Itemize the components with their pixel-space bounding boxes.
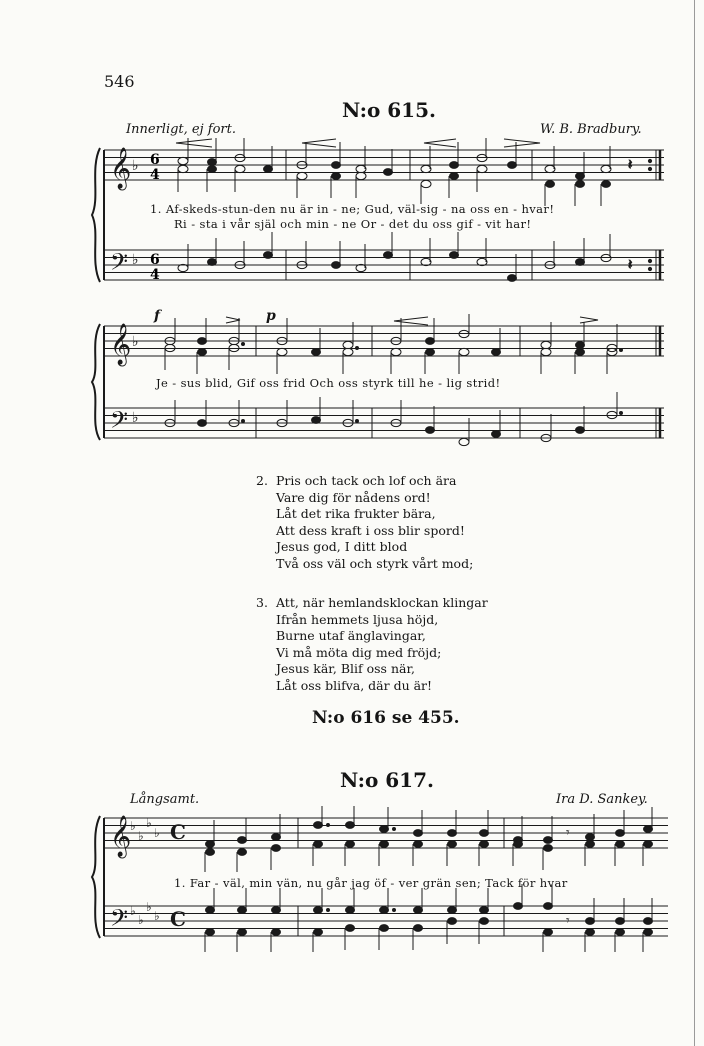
svg-text:♭: ♭ bbox=[138, 829, 144, 843]
svg-text:C: C bbox=[170, 820, 186, 844]
verse-2-line: Vare dig för nådens ord! bbox=[276, 489, 431, 505]
svg-text:♭: ♭ bbox=[154, 909, 160, 923]
svg-text:𝄢: 𝄢 bbox=[110, 406, 129, 439]
verse-2-number: 2. bbox=[256, 473, 268, 488]
svg-text:𝄾: 𝄾 bbox=[566, 825, 570, 841]
hymn-615-lyric-line-3: Je - sus blid, Gif oss frid Och oss styrk till he - lig strid! bbox=[156, 376, 501, 390]
dynamic-forte: f bbox=[154, 308, 161, 324]
time-signature-bottom: 4 bbox=[150, 167, 160, 183]
svg-text:♭: ♭ bbox=[154, 826, 160, 840]
verse-2-line: Jesus god, I ditt blod bbox=[276, 539, 408, 555]
svg-text:♭: ♭ bbox=[132, 334, 139, 350]
verse-3-line: Låt oss blifva, där du är! bbox=[276, 677, 433, 693]
svg-text:♭: ♭ bbox=[130, 904, 136, 918]
svg-text:𝄾: 𝄾 bbox=[566, 913, 570, 929]
verse-2-line: Pris och tack och lof och ära bbox=[276, 473, 457, 488]
svg-text:♭: ♭ bbox=[146, 816, 152, 830]
verse-3-line: Vi må möta dig med fröjd; bbox=[276, 644, 442, 660]
svg-text:♭: ♭ bbox=[132, 252, 139, 268]
dynamic-piano: p bbox=[266, 308, 276, 324]
svg-text:𝄢: 𝄢 bbox=[110, 904, 129, 937]
verse-2-line: Två oss väl och styrk vårt mod; bbox=[276, 555, 474, 571]
svg-text:C: C bbox=[170, 907, 186, 931]
svg-text:♭: ♭ bbox=[130, 819, 136, 833]
hymn-617-lyric-line: 1. Far - väl, min vän, nu går jag öf - ver grän sen; Tack för hvar bbox=[174, 876, 568, 890]
verse-3-number: 3. bbox=[256, 595, 268, 610]
verse-3 bbox=[256, 595, 488, 695]
svg-text:♭: ♭ bbox=[132, 158, 139, 174]
hymn-616-reference: N:o 616 se 455. bbox=[312, 708, 460, 728]
hymn-617-composer: Ira D. Sankey. bbox=[556, 792, 648, 807]
time-signature-bottom-bass: 4 bbox=[150, 267, 160, 283]
time-signature-top: 6 bbox=[150, 152, 160, 168]
page-number: 546 bbox=[104, 72, 135, 91]
verse-3-line: Ifrån hemmets ljusa höjd, bbox=[276, 611, 439, 627]
verse-3-line: Jesus kär, Blif oss när, bbox=[276, 661, 416, 677]
hymn-617-tempo: Långsamt. bbox=[130, 792, 200, 807]
verse-2-line: Låt det rika frukter bära, bbox=[276, 506, 436, 522]
svg-text:𝄢: 𝄢 bbox=[110, 248, 129, 281]
svg-text:𝄞: 𝄞 bbox=[110, 816, 132, 857]
hymn-615-lyric-line-2: Ri - sta i vår själ och min - ne Or - det du oss gif - vit har! bbox=[174, 217, 532, 231]
hymn-615-tempo: Innerligt, ej fort. bbox=[126, 122, 236, 137]
verse-2 bbox=[256, 473, 474, 573]
hymn-617-number: N:o 617. bbox=[340, 768, 434, 792]
hymn-615-lyric-line-1: 1. Af-skeds-stun-den nu är in - ne; Gud, väl-sig - na oss en - hvar! bbox=[150, 202, 555, 216]
svg-text:♭: ♭ bbox=[146, 900, 152, 914]
svg-text:♭: ♭ bbox=[132, 410, 139, 426]
verse-2-line: Att dess kraft i oss blir spord! bbox=[276, 522, 465, 538]
time-signature-top-bass: 6 bbox=[150, 252, 160, 268]
svg-text:𝄞: 𝄞 bbox=[110, 148, 132, 189]
verse-3-line: Att, när hemlandsklockan klingar bbox=[276, 595, 488, 610]
svg-text:𝄽: 𝄽 bbox=[628, 157, 633, 173]
verse-3-line: Burne utaf änglavingar, bbox=[276, 628, 426, 644]
hymn-615-number: N:o 615. bbox=[342, 98, 436, 122]
svg-text:𝄞: 𝄞 bbox=[110, 324, 132, 365]
hymn-615-composer: W. B. Bradbury. bbox=[540, 122, 642, 137]
svg-text:𝄽: 𝄽 bbox=[628, 257, 633, 273]
svg-text:♭: ♭ bbox=[138, 913, 144, 927]
